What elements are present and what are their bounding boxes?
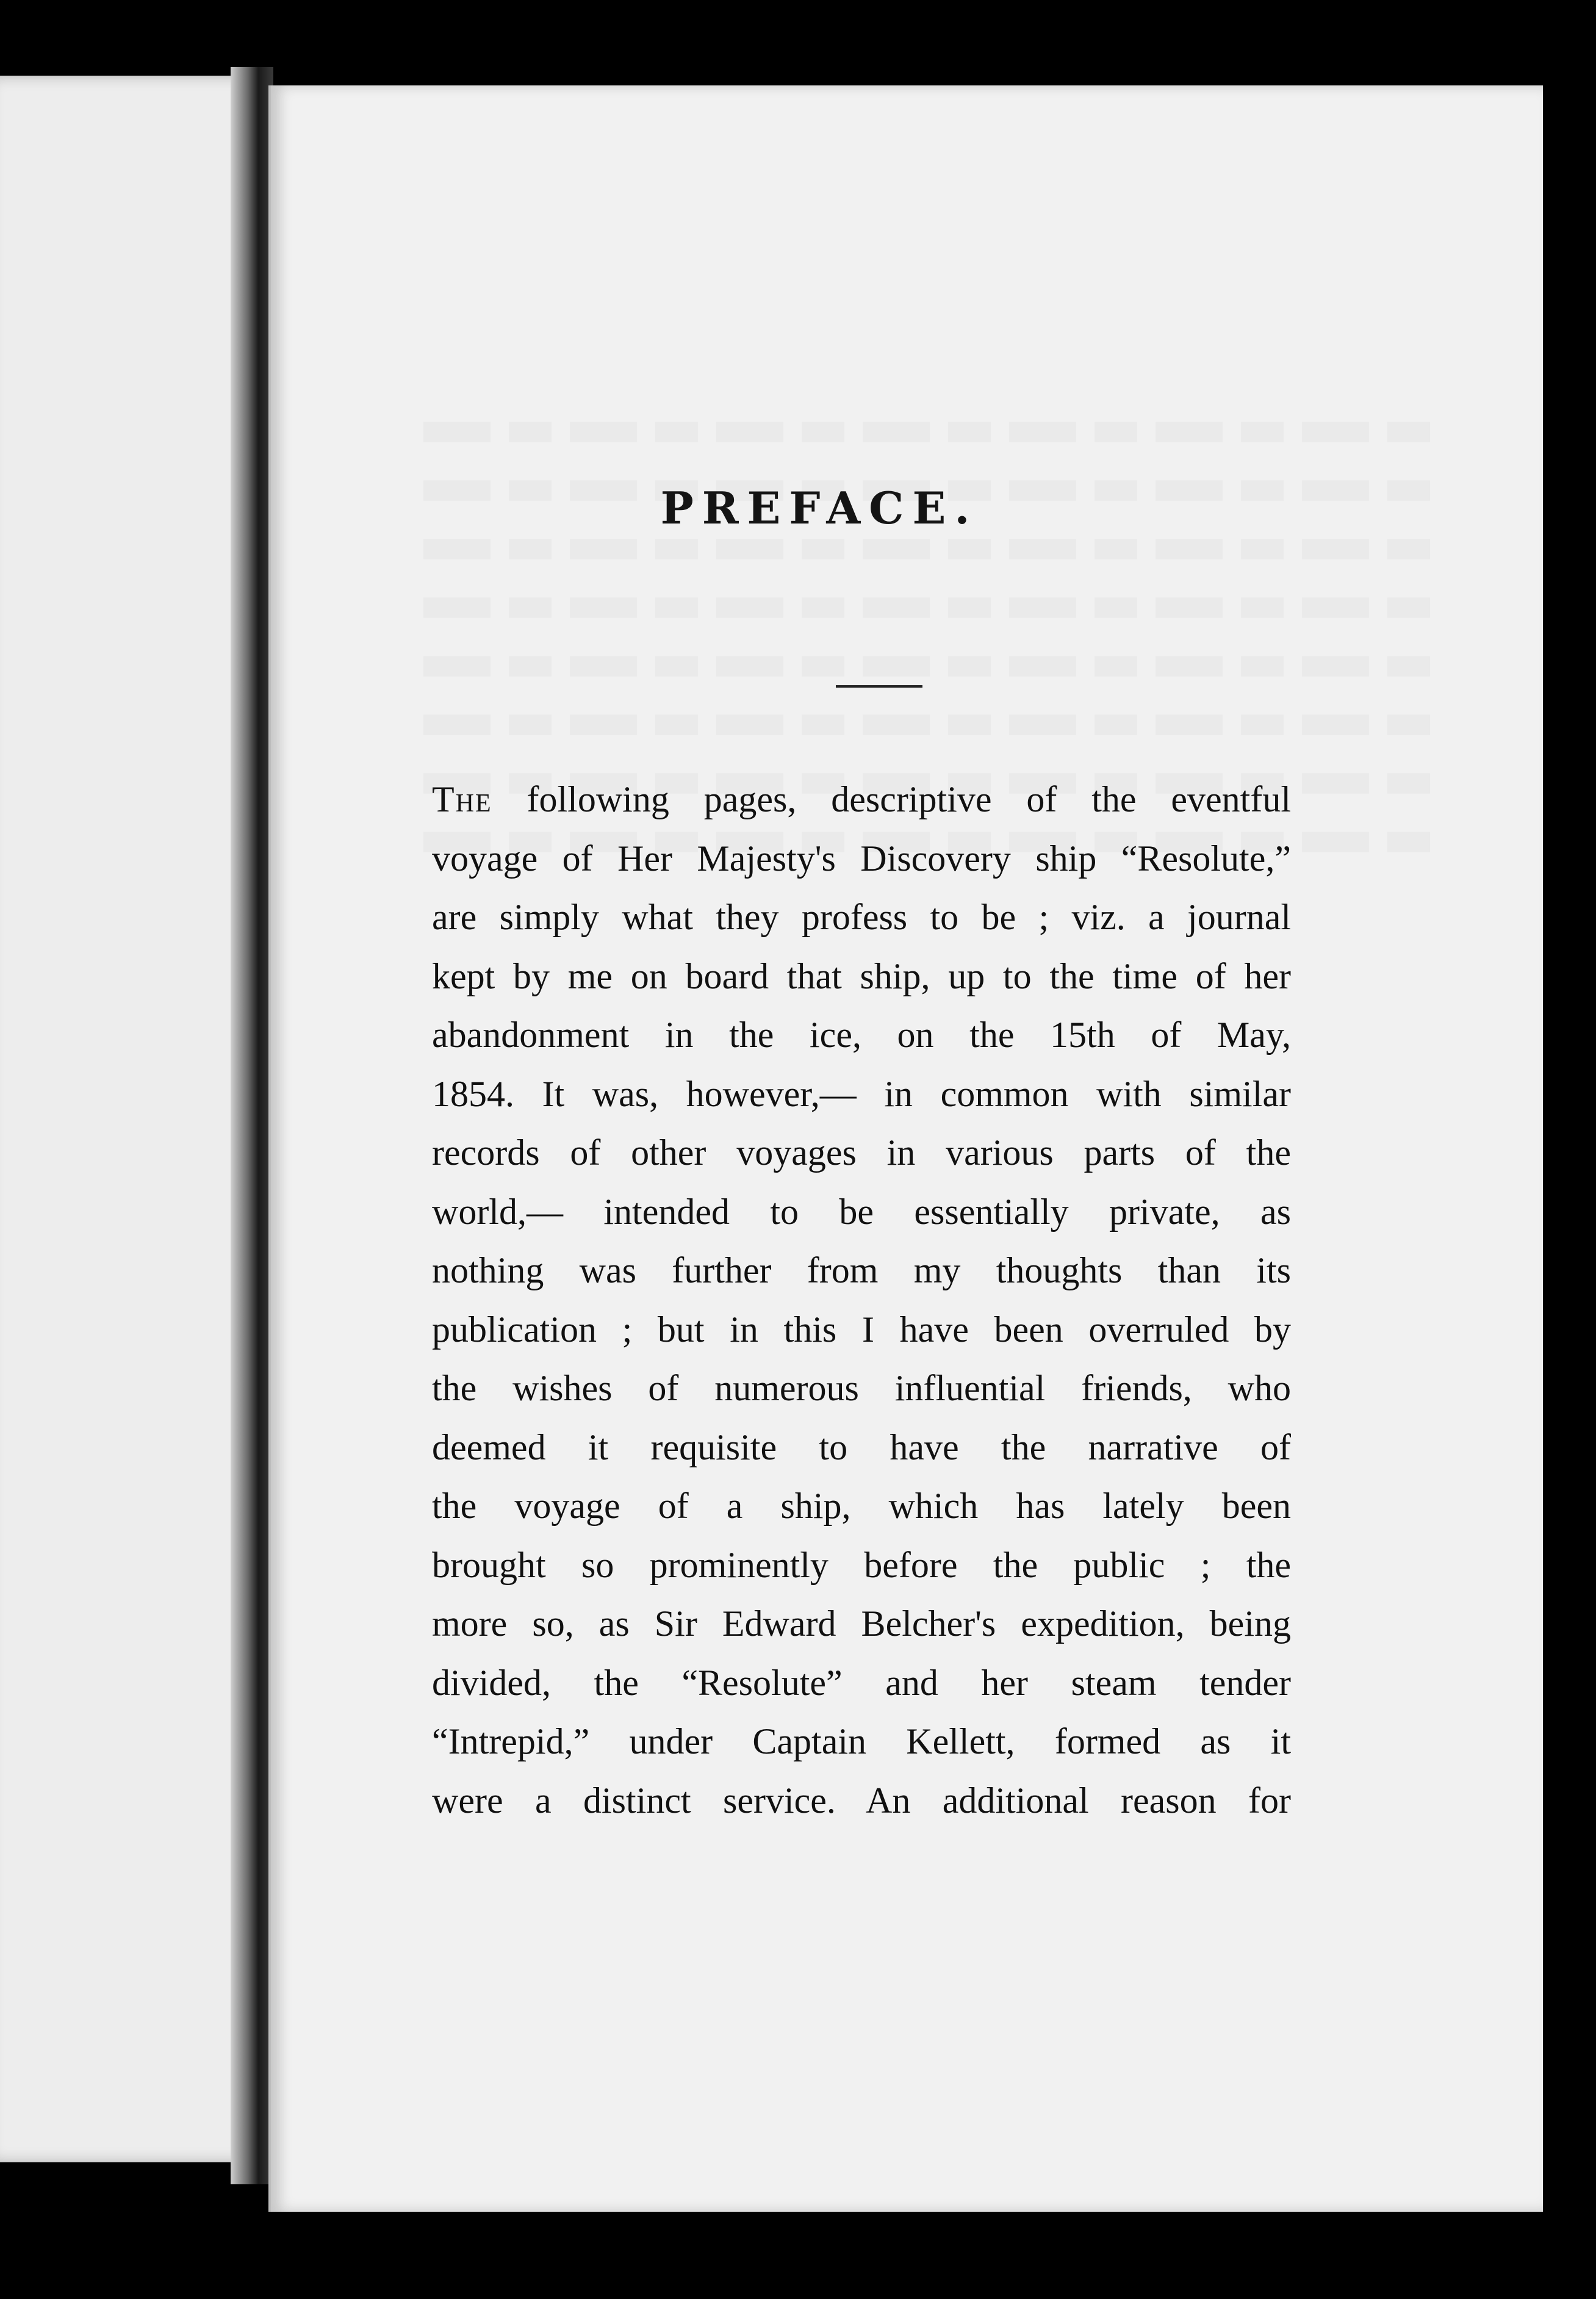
page-heading: PREFACE.	[660, 482, 979, 534]
body-line: nothing was further from my thoughts than its	[432, 1250, 1291, 1290]
body-line: records of other voyages in various parts of the	[432, 1132, 1291, 1173]
body-line: more so, as Sir Edward Belcher's expedition, being	[432, 1603, 1291, 1644]
body-line: divided, the “Resolute” and her steam tender	[432, 1662, 1291, 1703]
body-line: brought so prominently before the public ; the	[432, 1544, 1291, 1585]
body-line: 1854. It was, however,— in common with similar	[432, 1073, 1291, 1114]
preface-body	[432, 770, 1291, 1830]
body-line: deemed it requisite to have the narrative of	[432, 1427, 1291, 1467]
body-line: abandonment in the ice, on the 15th of May,	[432, 1015, 1291, 1055]
body-line: kept by me on board that ship, up to the time of her	[432, 955, 1291, 996]
body-line: “Intrepid,” under Captain Kellett, formed as it	[432, 1721, 1291, 1761]
body-line: were a distinct service. An additional reason for	[432, 1780, 1291, 1821]
book-gutter	[231, 67, 273, 2184]
body-line: the wishes of numerous influential friends, who	[432, 1368, 1291, 1408]
body-line: are simply what they profess to be ; viz. a journal	[432, 897, 1291, 937]
lead-word: The	[432, 779, 492, 819]
heading-divider	[836, 685, 922, 688]
body-line: the voyage of a ship, which has lately been	[432, 1486, 1291, 1526]
left-facing-page	[0, 76, 266, 2162]
body-line: voyage of Her Majesty's Discovery ship “Resolute,”	[432, 838, 1291, 879]
body-line: publication ; but in this I have been overruled by	[432, 1309, 1291, 1350]
body-line: The following pages, descriptive of the eventful	[432, 779, 1291, 819]
body-line: world,— intended to be essentially private, as	[432, 1191, 1291, 1232]
